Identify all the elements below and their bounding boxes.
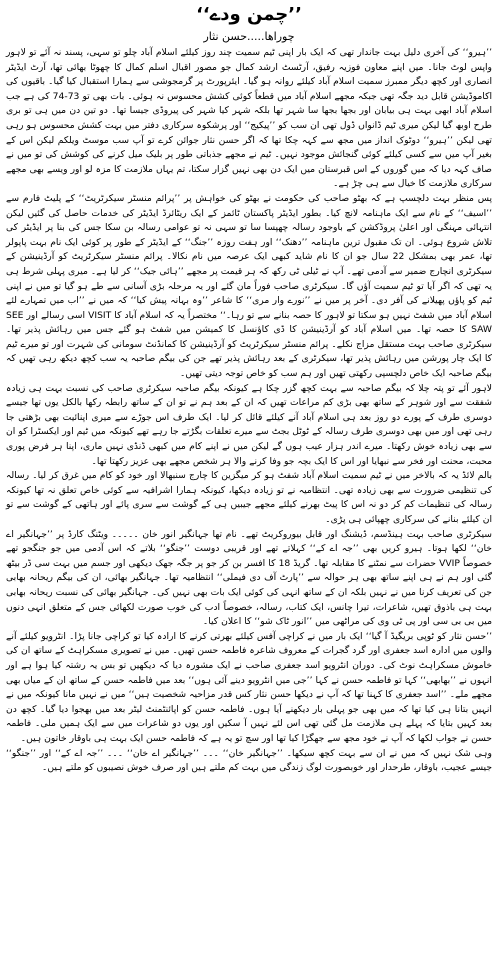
paragraph: ’’ہیرو‘‘ کی آخری دلیل بہت جاندار تھی کہ ایک بار اپنی ٹیم سمیت چند روز کیلئے اسلام آباد چلو تو سہی، پسند نہ آئے تو لاہور واپس لوٹ جانا۔ میں اپنے معاون فوزیہ رفیق، آرٹسٹ ارشد کمال جو مصور اقبال اسلم کمال کا چھوٹا بھائی تھا، آرٹ ایڈیٹر انصاری اور کچھ دیگر ممبرز سمیت اسلام آباد کیلئے روانہ ہو گیا۔ ایئرپورٹ پر گرمجوشی سے ہمارا استقبال کیا گیا۔ باقیوں کی اکاموڈیشن قابل دید جگہ تھی جبکہ مجھے اسلام آباد میں قطعاً کوئی کشش محسوس نہ ہوئی۔ بات بھی تو 73-74 کی ہے جب اسلام آباد ابھی بہت ہی بیابان اور بجھا بجھا سا شہر تھا بلکہ شہر کیا شہر کی پیروڈی جیسا تھا۔ دو تین دن میں ہی تو بری طرح اوبھ گیا لیکن میری ٹیم ڈانواں ڈول تھی ان سب کو ’’پیکیج‘‘ اور پرشکوہ سرکاری دفتر میں بہت کشش محسوس ہو رہی تھی لیکن ’’ہیرو‘‘ دوٹوک انداز میں مجھ سے کہہ چکا تھا کہ اگر حسن نثار جوائن کرے تو آپ سب موسٹ ویلکم لیکن اس کے بغیر آپ میں سے کسی کیلئے کوئی گنجائش موجود نہیں۔ ٹیم نے مجھے جذباتی طور پر بلیک میل کرنے کی کوشش کی تو میں نے صاف کہہ دیا کہ میں گوروں کے اس قبرستان میں ایک دن بھی نہیں گزار سکتا، تم یہاں ملازمت کا مزہ لو اور ویسے بھی مجھے سرکاری ملازمت کا خیال سے ہی چڑ ہے۔	[6, 47, 493, 190]
paragraph: سیکرٹری صاحب بہت ہینڈسم، ڈیشنگ اور قابل بیوروکریٹ تھے۔ نام تھا جہانگیر انور خان ۔۔۔۔۔ ویٹنگ کارڈ پر ’’جہانگیر اے خان‘‘ لکھا ہوتا۔ ہیرو کریں بھی ’’جہ اے کے‘‘ کہلاتے تھے اور قریبی دوست ’’جنگو‘‘ بلاتے کہ اس آدمی میں جو جنگجو تھے خصوصاً VVIP حضرات سے نمٹنے کا مقابلہ تھا۔ گریڈ 18 کا افسر بن کر جو پر جگہ جھک دیکھی اور جسم میں بہت سی ڈر بیٹھ گئی اور ہم نے ہی اپنے ساتھ بھی ہر حوالہ سے ’’پارٹ آف دی فیملی‘‘ انتظامیہ تھا۔ جہانگیر بھائی، ان کی بیگم ریحانہ بھابی جن کی تعریف کرنا میں نے نہیں بلکہ ان کے ساتھ انہی کی کوئی ایک بات بھی نہیں کی۔ جہانگیر بھائی کی نسبت ریحانہ بھابی بہت ہی باذوق تھیں، شاعرات، تیرا چانس، ایک کتاب، رسالہ، خصوصاً ادب کی خوب صورت لکھائی جس کے متعلق انہی دنوں میں بی بی سی اور پی ٹی وی کی مراٹھی میں ’’انور ٹاک شو‘‘ کا اعلان کیا۔	[6, 528, 492, 628]
paragraph: ’’حسن نثار کو ٹوپی بریگیڈ آ گیا‘‘ ایک بار میں نے کراچی آفس کیلئے بھرتی کرنے کا ارادہ کیا تو کراچی جانا پڑا۔ انٹرویو کیلئے آنے والوں میں ادارہ اسد جعفری اور گرد گجرات کے معروف شاعرہ فاطمہ حسن تھیں۔ میں نے تصویری مسکراہٹ کے ساتھ ان کی خاموش مسکراہٹ نوٹ کی۔ دوران انٹرویو اسد جعفری صاحب نے ایک مشورہ دیا کہ دیکھیں تو بس یہ رشتہ کیا ہوا ہے اور انہوں نے ’’بھابھی‘‘ کہا تو فاطمہ حسن نے کہا ’’جی میں انٹرویو دینے آئی ہوں‘‘ بعد میں فاطمہ حسن کے ساتھ ان کے میاں بھی مجھے ملے۔ ’’اسد جعفری کا کہنا تھا کہ آپ نے دیکھا حسن نثار کس قدر مزاحیہ شخصیت ہیں‘‘ میں نے نہیں مانا کیونکہ میں نے انہیں بتانا ہی کیا تھا کہ میں بھی جو پہلی بار دیکھنے آیا ہوں۔ فاطمہ حسن کو اپائنٹمنٹ لیٹر بعد میں بھجوا دیا گیا۔ کچھ دن بعد کہیں بتایا کہ پہلے ہی ملازمت مل گئی تھی اس لئے نہیں آ سکیں اور یوں دو شاعرات میں سے ایک ہمیں ملی۔ فاطمہ حسن نے جواب لکھا کہ آپ نے خود مجھ سے جھگڑا کیا تھا اور سچ تو یہ ہے کہ فاطمہ حسن ایک بہت ہی باوقار خاتون ہیں۔	[6, 630, 492, 744]
paragraph: بالم لائڈ یہ کہ بالاخر میں نے ٹیم سمیت اسلام آباد شفٹ ہو کر میگزین کا چارج سنبھالا اور خود کو کام میں غرق کر لیا۔ رسالہ کی تنظیمی ضرورت سے بھی زیادہ تھی۔ انتظامیہ نے تو زیادہ دیکھا، کیونکہ ہمارا اشرافیہ سے کوئی خاص تعلق نہ تھا کیونکہ رسالہ کی تنظیمات کم کر دو نہ اس کا پیٹ بھرنے کیلئے مجھے جیبیں ہی کے گوشت سے سری پائے اور ہاتھی کے گوشت سے تو ان کیلئے بنانے کی سرکاری چھپائی ہی پڑی۔	[6, 470, 492, 525]
paragraph: وہی شک نہیں کہ میں نے ان سے بہت کچھ سیکھا۔ ’’جہانگیر خان‘‘ ۔۔۔ ’’جہانگیر اے خان‘‘ ۔۔۔ ’’جہ اے کے‘‘ اور ’’جنگو‘‘ جیسے عجیب، باوقار، طرحدار اور خوبصورت لوگ زندگی میں بہت کم ملتے ہیں اور صرف خوش نصیبوں کو ملتے ہیں۔	[6, 747, 492, 774]
paragraph: لاہور آئے تو پتہ چلا کہ بیگم صاحبہ سے بہت کچھ گزر چکا ہے کیونکہ بیگم صاحبہ سیکرٹری صاحب کی نسبت بہت ہی زیادہ شفقت سے اور شوہر کے ساتھ بھی بڑی کم مراعات تھیں کہ ان کے بعد ہم نے تو ان کے ساتھ رابطہ رکھا بالکل یوں تھا جیسے دوسری طرف کے پورے دو روز بعد ہی اسلام آباد آنے کیلئے قائل کر لیا۔ ایک طرف اس جوڑے سے میری اپنائیت بھی بڑھتی جا رہی تھی اور میں بھی دوسری طرف رسالہ کے ٹوٹل بجٹ سے میرے تعلقات بگڑتے جا رہے تھے کیونکہ میں ٹیم اور ایکسٹرا کو ان سے بھی زیادہ خوش رکھتا۔ میرے اندر ہزار عیب ہوں گے لیکن میں نے اپنے کام میں کبھی ڈنڈی نہیں ماری، اپنا ہر فرض پوری محبت، محنت اور فخر سے نبھایا اور اس کا ایک بچہ جو وفا کرنے والا ہر شخص مجھے بھی عزیز رکھتا تھا۔	[6, 382, 492, 467]
column-body	[0, 46, 498, 967]
column-title: ’’چمن ودے‘‘	[196, 4, 302, 25]
paragraph: پس منظر بہت دلچسپ ہے کہ بھٹو صاحب کی حکومت نے بھٹو کی خواہش پر ’’پرائم منسٹر سیکرٹریٹ‘‘ کے پلیٹ فارم سے ’’اسیف‘‘ کے نام سے ایک ماہنامہ لانچ کیا۔ بطور ایڈیٹر پاکستان ٹائمز کے ایک ریٹائرڈ ایڈیٹر کی خدمات حاصل کی گئیں لیکن انتہائی مہنگی اور اعلیٰ پروڈکشن کے باوجود رسالہ چھپسا سا تو سہی نہ تو عوامی رسالہ بن سکا جس کی بنا پر ایڈیٹر کی تلاش شروع ہوئی۔ ان تک مقبول ترین ماہنامہ ’’دھنک‘‘ اور ہفت روزہ ’’جنگ‘‘ کے ایڈیٹر کے طور پر کوئی ایک نام بہت پاپولر تھا، عمر بھی بمشکل 22 سال جو ان کا نام شاید کبھی ایک عرصہ میں نام نکالا۔ پرائم منسٹر سیکرٹریٹ کو آرڈینیشن کے سیکرٹری انچارج ضمیر سے آدمی تھے۔ آپ نے ٹیلی ٹی رکھ کہ ہر قیمت پر مجھے ’’ہائی جیک‘‘ کر لیا ہے۔ میری پہلی شرط ہی یہ تھی کہ اگر آیا تو ٹیم سمیت آؤں گا۔ سیکرٹری صاحب فوراً مان گئے اور یہ مرحلہ بڑی آسانی سے طے ہو گیا تو میں نے اپنی ٹیم کو پاؤں پھیلانے کی آفر دی۔ آخر پر میں نے ’’نورے وار مری‘‘ کا شاعر ’’وہ بہانہ پیش کیا‘‘ کہ میں نے ’’اب میں تمہارے لئے اسلام آباد میں شفٹ نہیں ہو سکتا تو لاہور کا حصہ بنانے سے تو رہا۔‘‘ مختصراً یہ کہ اسلام آباد کا VISIT اسی رسالے اور SEE SAW کا حصہ تھا۔ میں اسلام آباد کو آرڈینیشن کا ڈی کاؤنسل کا کمیشن میں شفٹ ہو گئے جس میں رہائش پذیر تھا۔ سیکرٹری صاحب بہت مستقل مزاج نکلے۔ پرائم منسٹر سیکرٹریٹ کو آرڈینیشن کا کمانڈنٹ سومانی کی شہرت اور تو میرے ٹیم کا ایک چار پورشن میں رہائش پذیر تھا، سیکرٹری کے بعد رہائش پذیر تھے جن کی بیگم صاحبہ یہ سب کچھ دیکھ رہی تھیں کہ بیگم صاحبہ ایک خاص دلچسپی رکھتی تھیں اور ہم سب کو خاص توجہ دیتی تھیں۔	[6, 192, 492, 380]
column-byline: چوراھا.....حسن نثار	[203, 30, 295, 43]
